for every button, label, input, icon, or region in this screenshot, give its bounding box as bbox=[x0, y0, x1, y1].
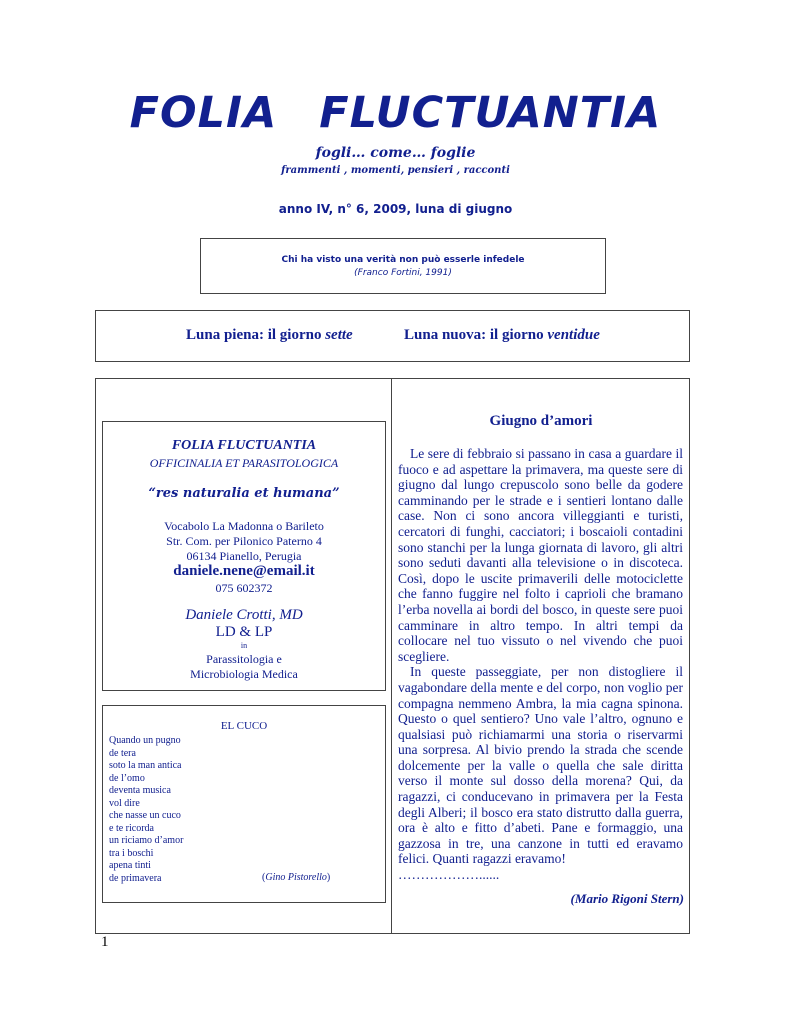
field-line-2: Microbiologia Medica bbox=[190, 667, 298, 681]
newsletter-title: FOLIA FLUCTUANTIA bbox=[129, 88, 662, 138]
poem-line: deventa musica bbox=[109, 785, 171, 796]
full-moon-day: sette bbox=[325, 327, 353, 343]
poem-line: apena tinti bbox=[109, 860, 151, 871]
poem-line: Quando un pugno bbox=[109, 735, 181, 746]
quote-author: (Franco Fortini, 1991) bbox=[354, 268, 452, 278]
poem-lines bbox=[109, 735, 183, 885]
address-line-2: Str. Com. per Pilonico Paterno 4 bbox=[166, 534, 322, 548]
poem-title: EL CUCO bbox=[220, 720, 268, 732]
phone-number: 075 602372 bbox=[215, 581, 273, 595]
poem-author-name: Gino Pistorello bbox=[265, 872, 327, 883]
newsletter-tagline: frammenti , momenti, pensieri , racconti bbox=[281, 165, 510, 176]
quote-box bbox=[200, 238, 606, 294]
org-motto: “res naturalia et humana” bbox=[148, 486, 340, 501]
poem-line: e te ricorda bbox=[109, 822, 154, 834]
quote-text: Chi ha visto una verità non può esserle infedele bbox=[281, 255, 525, 265]
article-ellipsis: ………………...... bbox=[398, 867, 500, 883]
person-name: Daniele Crotti, MD bbox=[185, 607, 303, 623]
poem-line: un riciamo d’amor bbox=[109, 835, 184, 846]
moon-phases-box bbox=[95, 310, 690, 362]
article-paragraph: Le sere di febbraio si passano in casa a guardare il fuoco e ad aspettare la primavera, ma queste sere di giugno dal lungo crepuscolo sono belle da godere camminando per le strade e i sentieri lontano dalle case. Non ci sono ancora villeggianti e turisti, cercatori di funghi, cacciatori; i boscaioli contadini sono stanchi per la lunga giornata di lavoro, gli altri sono seduti davanti alla televisione o in discoteca. Così, dopo le uscite primaverili delle motociclette che fanno fuggire nel folto i caprioli che bramano l’erba novella ai bordi del bosco, in queste sere puoi camminare in altro tempo. In altri tempi da collocare nel tuo vissuto o nel vivendo che puoi scegliere. bbox=[398, 446, 683, 664]
new-moon-day: ventidue bbox=[547, 327, 600, 343]
page-number: 1 bbox=[101, 934, 109, 950]
in-label: in bbox=[240, 641, 248, 650]
newsletter-subtitle: fogli… come… foglie bbox=[315, 145, 476, 161]
poem-line: vol dire bbox=[109, 797, 140, 809]
poem-line: tra i boschi bbox=[109, 847, 154, 859]
full-moon-label: Luna piena: il giorno bbox=[186, 327, 322, 343]
full-moon-info bbox=[186, 327, 353, 344]
person-degrees: LD & LP bbox=[215, 624, 273, 640]
poem-line: de primavera bbox=[109, 872, 162, 884]
article-author-name: Mario Rigoni Stern bbox=[574, 891, 680, 906]
poem-line: de l’omo bbox=[109, 772, 145, 784]
address-line-3: 06134 Pianello, Perugia bbox=[186, 549, 302, 563]
new-moon-label: Luna nuova: il giorno bbox=[404, 327, 544, 343]
poem-line: de tera bbox=[109, 747, 136, 759]
org-subtitle: OFFICINALIA ET PARASITOLOGICA bbox=[149, 456, 339, 470]
poem-line: soto la man antica bbox=[109, 760, 182, 771]
poem-author: (Gino Pistorello) bbox=[262, 872, 331, 883]
column-divider bbox=[391, 378, 392, 934]
address-line-1: Vocabolo La Madonna o Barileto bbox=[164, 519, 324, 533]
poem-line: che nasse un cuco bbox=[109, 810, 181, 821]
issue-info: anno IV, n° 6, 2009, luna di giugno bbox=[278, 202, 513, 216]
article-body bbox=[398, 446, 683, 883]
field-line-1: Parassitologia e bbox=[206, 652, 282, 666]
article-author: (Mario Rigoni Stern) bbox=[570, 891, 684, 906]
article-title: Giugno d’amori bbox=[489, 413, 593, 429]
org-name: FOLIA FLUCTUANTIA bbox=[171, 438, 317, 453]
article-paragraph: In queste passeggiate, per non distogliere il vagabondare della mente e del corpo, non voglio per compagna nemmeno Ambra, la mia cagna spinona. Questo o quel sentiero? Uno vale l’altro, ognuno e qualsiasi può richiamarmi una storia o riservarmi una sorpresa. Al bivio prendo la strada che scende dolcemente per la valle o quella che sale diritta verso il monte sul dosso della morena? Qui, da ragazzi, ci conducevano in primavera per la Festa degli Alberi; il bosco era stato distrutto dalla guerra, ora è alto e fitto d’abeti. Pane e formaggio, una gazzosa in tre, una canzone in tutti ed eravamo felici. Quanti ragazzi eravamo! bbox=[398, 664, 683, 867]
email-link[interactable]: daniele.nene@email.it bbox=[173, 563, 315, 579]
new-moon-info bbox=[404, 327, 600, 344]
